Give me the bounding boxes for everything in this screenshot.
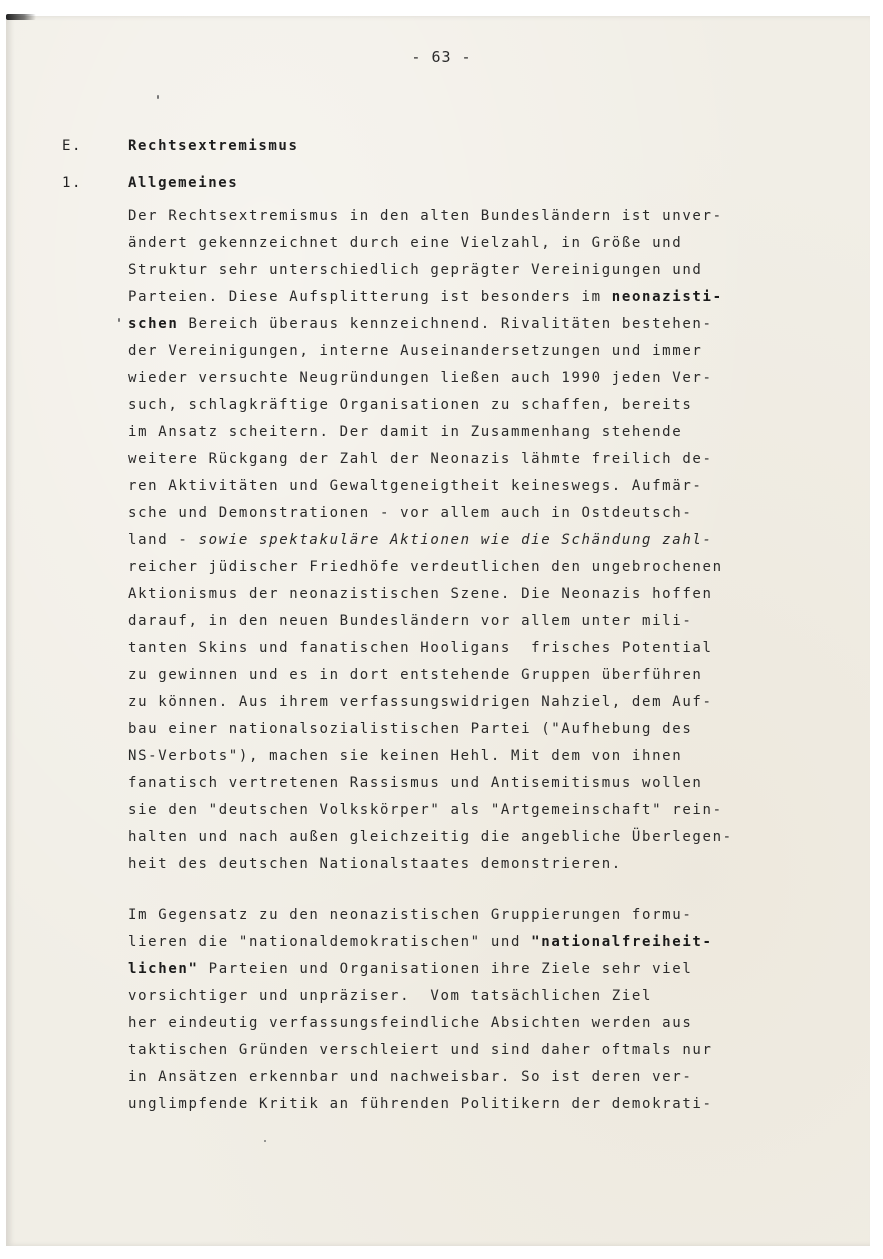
section-title: Rechtsextremismus — [128, 138, 299, 154]
scan-speck — [118, 318, 120, 322]
subsection-label: 1. — [62, 175, 83, 191]
text-line: tanten Skins und fanatischen Hooligans frisches Potential — [128, 640, 713, 656]
text-line: land - sowie spektakuläre Aktionen wie die Schändung zahl- — [128, 532, 713, 548]
text-line: Aktionismus der neonazistischen Szene. Die Neonazis hoffen — [128, 586, 713, 602]
paragraph-2 — [128, 902, 768, 1118]
text-line: Im Gegensatz zu den neonazistischen Gruppierungen formu- — [128, 907, 693, 923]
text-line: zu können. Aus ihrem verfassungswidrigen Nahziel, dem Auf- — [128, 694, 713, 710]
text-line: ren Aktivitäten und Gewaltgeneigtheit keineswegs. Aufmär- — [128, 478, 703, 494]
text-line: Struktur sehr unterschiedlich geprägter Vereinigungen und — [128, 262, 703, 278]
section-label: E. — [62, 138, 83, 154]
page-number: - 63 - — [411, 48, 472, 66]
page-corner-shadow — [6, 14, 36, 20]
text-line: bau einer nationalsozialistischen Partei ("Aufhebung des — [128, 721, 693, 737]
text-line: reicher jüdischer Friedhöfe verdeutlichen den ungebrochenen — [128, 559, 723, 575]
text-line: der Vereinigungen, interne Auseinandersetzungen und immer — [128, 343, 703, 359]
subsection-title: Allgemeines — [128, 175, 239, 191]
text-line: ändert gekennzeichnet durch eine Vielzahl, in Größe und — [128, 235, 683, 251]
paragraph-1 — [128, 203, 768, 878]
text-line: zu gewinnen und es in dort entstehende Gruppen überführen — [128, 667, 703, 683]
text-line: fanatisch vertretenen Rassismus und Antisemitismus wollen — [128, 775, 703, 791]
text-line: im Ansatz scheitern. Der damit in Zusammenhang stehende — [128, 424, 683, 440]
text-line: NS-Verbots"), machen sie keinen Hehl. Mit dem von ihnen — [128, 748, 683, 764]
text-line: wieder versuchte Neugründungen ließen auch 1990 jeden Ver- — [128, 370, 713, 386]
text-line: darauf, in den neuen Bundesländern vor allem unter mili- — [128, 613, 693, 629]
text-line: lichen" Parteien und Organisationen ihre Ziele sehr viel — [128, 961, 693, 977]
text-line: halten und nach außen gleichzeitig die angebliche Überlegen- — [128, 829, 733, 845]
text-line: heit des deutschen Nationalstaates demonstrieren. — [128, 856, 622, 872]
text-line: sie den "deutschen Volkskörper" als "Artgemeinschaft" rein- — [128, 802, 723, 818]
scan-speck — [157, 95, 159, 99]
text-line: schen Bereich überaus kennzeichnend. Rivalitäten bestehen- — [128, 316, 713, 332]
text-line: sche und Demonstrationen - vor allem auch in Ostdeutsch- — [128, 505, 693, 521]
text-line: vorsichtiger und unpräziser. Vom tatsächlichen Ziel — [128, 988, 653, 1004]
text-line: Parteien. Diese Aufsplitterung ist besonders im neonazisti- — [128, 289, 723, 305]
text-line: her eindeutig verfassungsfeindliche Absichten werden aus — [128, 1015, 693, 1031]
text-line: taktischen Gründen verschleiert und sind daher oftmals nur — [128, 1042, 713, 1058]
text-line: lieren die "nationaldemokratischen" und "nationalfreiheit- — [128, 934, 713, 950]
text-line: in Ansätzen erkennbar und nachweisbar. So ist deren ver- — [128, 1069, 693, 1085]
text-line: unglimpfende Kritik an führenden Politikern der demokrati- — [128, 1096, 713, 1112]
text-line: weitere Rückgang der Zahl der Neonazis lähmte freilich de- — [128, 451, 713, 467]
scan-speck — [264, 1140, 266, 1142]
text-line: such, schlagkräftige Organisationen zu schaffen, bereits — [128, 397, 693, 413]
text-line: Der Rechtsextremismus in den alten Bundesländern ist unver- — [128, 208, 723, 224]
